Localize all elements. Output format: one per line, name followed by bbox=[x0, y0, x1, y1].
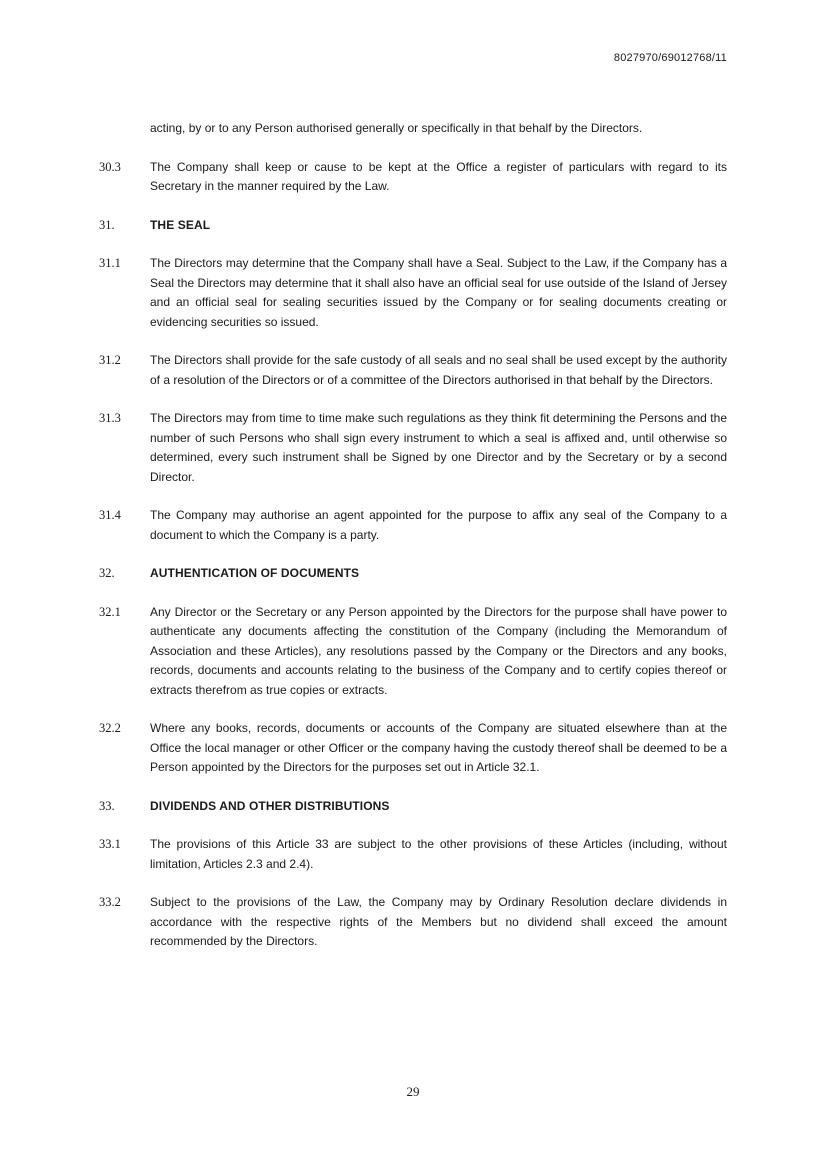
item-text: DIVIDENDS AND OTHER DISTRIBUTIONS bbox=[150, 798, 390, 813]
section-heading bbox=[99, 564, 727, 584]
article-item bbox=[99, 719, 727, 778]
item-text: The Directors may determine that the Company shall have a Seal. Subject to the Law, if the Company has a Seal the Directors may determine that it shall also have an official seal for use outside of the Island of Jersey and an official seal for sealing securities issued by the Company or for sealing documents creating or evidencing securities so issued. bbox=[150, 256, 727, 329]
item-text: AUTHENTICATION OF DOCUMENTS bbox=[150, 566, 360, 580]
document-reference-number: 8027970/69012768/11 bbox=[613, 52, 727, 64]
articles-list bbox=[99, 119, 727, 971]
item-number: 33.1 bbox=[99, 837, 121, 851]
section-heading bbox=[99, 797, 727, 817]
item-text: Subject to the provisions of the Law, the Company may by Ordinary Resolution declare dividends in accordance with the respective rights of the Members but no dividend shall exceed the amount recommended by the Directors. bbox=[150, 895, 727, 948]
page-number: 29 bbox=[406, 1084, 420, 1099]
item-text: The Directors may from time to time make such regulations as they think fit determining the Persons and the number of such Persons who shall sign every instrument to which a seal is affixed and, until otherwise so determined, every such instrument shall be Signed by one Director and by the Secretary or by a second Director. bbox=[150, 411, 727, 484]
article-item bbox=[99, 158, 727, 197]
item-text: Any Director or the Secretary or any Person appointed by the Directors for the purpose shall have power to authenticate any documents affecting the constitution of the Company (including the Memorandum of Association and these Articles), any resolutions passed by the Company or the Directors and any books, records, documents and accounts relating to the business of the Company and to certify copies thereof or extracts therefrom as true copies or extracts. bbox=[150, 604, 727, 697]
section-heading bbox=[99, 216, 727, 236]
article-item bbox=[99, 119, 727, 139]
item-number: 32.1 bbox=[99, 604, 121, 619]
item-number: 33.2 bbox=[99, 895, 121, 909]
item-text: The Directors shall provide for the safe custody of all seals and no seal shall be used except by the authority of a resolution of the Directors or of a committee of the Directors authorised in that behalf by the Directors. bbox=[150, 353, 727, 387]
item-number: 31.3 bbox=[99, 411, 121, 425]
item-number: 32. bbox=[99, 566, 115, 580]
item-text: The Company may authorise an agent appointed for the purpose to affix any seal of the Company to a document to which the Company is a party. bbox=[150, 508, 727, 542]
item-text: acting, by or to any Person authorised generally or specifically in that behalf by the Directors. bbox=[150, 121, 643, 135]
item-text: THE SEAL bbox=[150, 217, 211, 232]
item-number: 31.2 bbox=[99, 353, 121, 367]
item-number: 31.1 bbox=[99, 256, 121, 270]
article-item bbox=[99, 835, 727, 874]
article-item bbox=[99, 893, 727, 952]
article-item bbox=[99, 254, 727, 332]
article-item bbox=[99, 409, 727, 487]
article-item bbox=[99, 603, 727, 701]
item-text: Where any books, records, documents or accounts of the Company are situated elsewhere than at the Office the local manager or other Officer or the company having the custody thereof shall be deemed to be a Person appointed by the Directors for the purposes set out in Article 32.1. bbox=[150, 721, 727, 774]
item-text: The provisions of this Article 33 are subject to the other provisions of these Articles (including, without limitation, Articles 2.3 and 2.4). bbox=[150, 837, 727, 871]
item-number: 33. bbox=[99, 798, 115, 813]
article-item bbox=[99, 351, 727, 390]
item-number: 31.4 bbox=[99, 508, 121, 522]
item-text: The Company shall keep or cause to be kept at the Office a register of particulars with regard to its Secretary in the manner required by the Law. bbox=[150, 159, 727, 193]
item-number: 30.3 bbox=[99, 159, 121, 174]
item-number: 32.2 bbox=[99, 721, 121, 735]
item-number: 31. bbox=[99, 217, 115, 232]
article-item bbox=[99, 506, 727, 545]
